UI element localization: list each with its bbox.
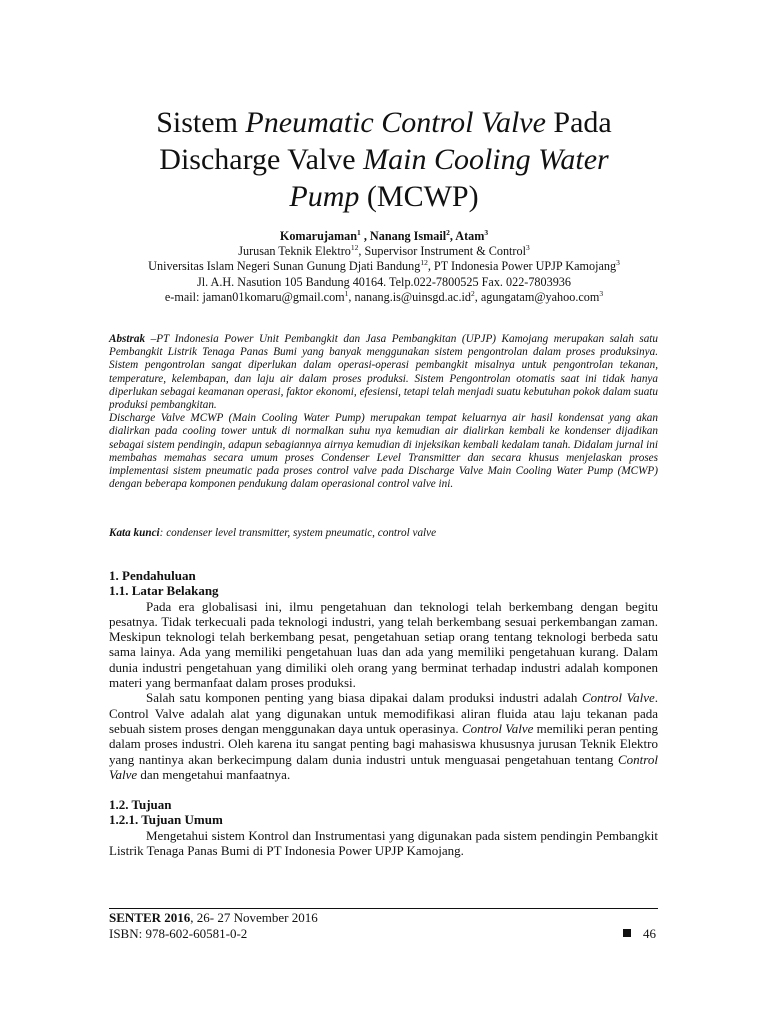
- subsection-heading-tujuan: 1.2. Tujuan: [109, 797, 172, 813]
- abstract: [109, 333, 658, 491]
- subsection-heading-tujuan-umum: 1.2.1. Tujuan Umum: [109, 812, 223, 828]
- section-heading-pendahuluan: 1. Pendahuluan: [109, 568, 196, 583]
- keywords: Kata kunci: condenser level transmitter, system pneumatic, control valve: [109, 527, 437, 539]
- paper-title: Sistem Pneumatic Control Valve Pada Discharge Valve Main Cooling Water Pump (MCWP): [156, 106, 612, 213]
- affiliation-1: Jurusan Teknik Elektro$^{12}$, Supervisor Instrument & Control$^3$: [238, 243, 530, 259]
- footer-isbn: ISBN: 978-602-60581-0-2: [109, 926, 248, 941]
- body-text: [109, 568, 658, 858]
- address-line: Jl. A.H. Nasution 105 Bandung 40164. Telp.022-7800525 Fax. 022-7803936: [196, 274, 571, 289]
- square-bullet-icon: [623, 929, 631, 937]
- body-paragraph: Salah satu komponen penting yang biasa dipakai dalam produksi industri adalah Control Valve. Control Valve adalah alat yang digunakan untuk memodifikasi aliran fluida atau laju tekanan pada sebuah sistem proses dengan menggunakan daya untuk operasinya. Control Valve memiliki peran penting dalam proses industri. Oleh karena itu sangat penting bagi mahasiswa khususnya jurusan Teknik Elektro yang nantinya akan berkecimpung dalam dunia industri untuk menguasai pengetahuan tentang Control Valve dan mengetahui manfaatnya.: [109, 690, 659, 782]
- body-paragraph: Pada era globalisasi ini, ilmu pengetahuan dan teknologi telah berkembang dengan begitu pesatnya. Tidak terkecuali pada teknologi industri, yang telah berkembang sesuai perkembangan zaman. Meskipun teknologi telah berkembang pesat, pengetahuan setiap orang tentang teknologi berbeda satu sama lainya. Ada yang memiliki pengetahuan luas dan ada yang memiliki pengetahuan kurang. Dalam dunia industri pengetahuan yang dimiliki oleh orang yang berminat terhadap industri adalah komponen materi yang bermanfaat dalam proses produksi.: [109, 598, 658, 691]
- body-paragraph: Mengetahui sistem Kontrol dan Instrumentasi yang digunakan pada sistem pendingin Pembangkit Listrik Tenaga Panas Bumi di PT Indonesia Power UPJP Kamojang.: [109, 827, 658, 859]
- abstract-paragraph-2: Discharge Valve MCWP (Main Cooling Water Pump) merupakan tempat keluarnya air hasil kondensat yang akan dialirkan pada cooling tower untuk di normalkan suhu nya kemudian air dialirkan kembali ke kondenser dijadikan sebagai sistem pendingin, adapun sebagiannya airnya kemudian di injeksikan kembali kedalam tanah. Didalam jurnal ini membahas memahas secara umum proses Condenser Level Transmitter dan secara khusus menjelaskan proses implementasi sistem pneumatic pada proses control valve pada Discharge Valve Main Cooling Water Pump (MCWP) dengan beberapa komponen pendukung dalam operasional control valve ini.: [109, 412, 658, 491]
- abstract-paragraph-1: Abstrak –PT Indonesia Power Unit Pembangkit dan Jasa Pembangkitan (UPJP) Kamojang merupakan salah satu Pembangkit Listrik Tenaga Panas Bumi yang banyak menggunakan sistem pengontrolan dalam proses produksinya. Sistem pengontrolan sangat diperlukan dalam operasi-operasi pembangkit misalnya untuk pengontrolan tekanan, temperature, kelembapan, dan laju air dalam proses produksi. Sistem Pengontrolan otomatis saat ini tidak hanya diperlukan sebagai keamanan operasi, faktor ekonomi, efesiensi, tetapi telah menjadi suatu kebutuhan pokok dalam suatu produksi pembangkitan.: [109, 333, 658, 412]
- subsection-heading-latar-belakang: 1.1. Latar Belakang: [109, 583, 219, 599]
- footer: [109, 910, 658, 942]
- page-number: 46: [623, 926, 656, 942]
- affiliation-2: Universitas Islam Negeri Sunan Gunung Djati Bandung$^{12}$, PT Indonesia Power UPJP Kamojang$^3$: [148, 258, 620, 274]
- author-block: [90, 229, 678, 305]
- footer-conference: SENTER 2016, 26- 27 November 2016: [109, 910, 318, 925]
- email-line: e-mail: jaman01komaru@gmail.com$^1$, $nanang.is@uinsgd.ac.id^2$, agungatam@yahoo.com$^3$: [164, 288, 604, 304]
- author-names: Komarujaman$^1$ , Nanang Ismail$^2$, Atam$^3$: [279, 227, 489, 243]
- footer-divider: [109, 908, 658, 909]
